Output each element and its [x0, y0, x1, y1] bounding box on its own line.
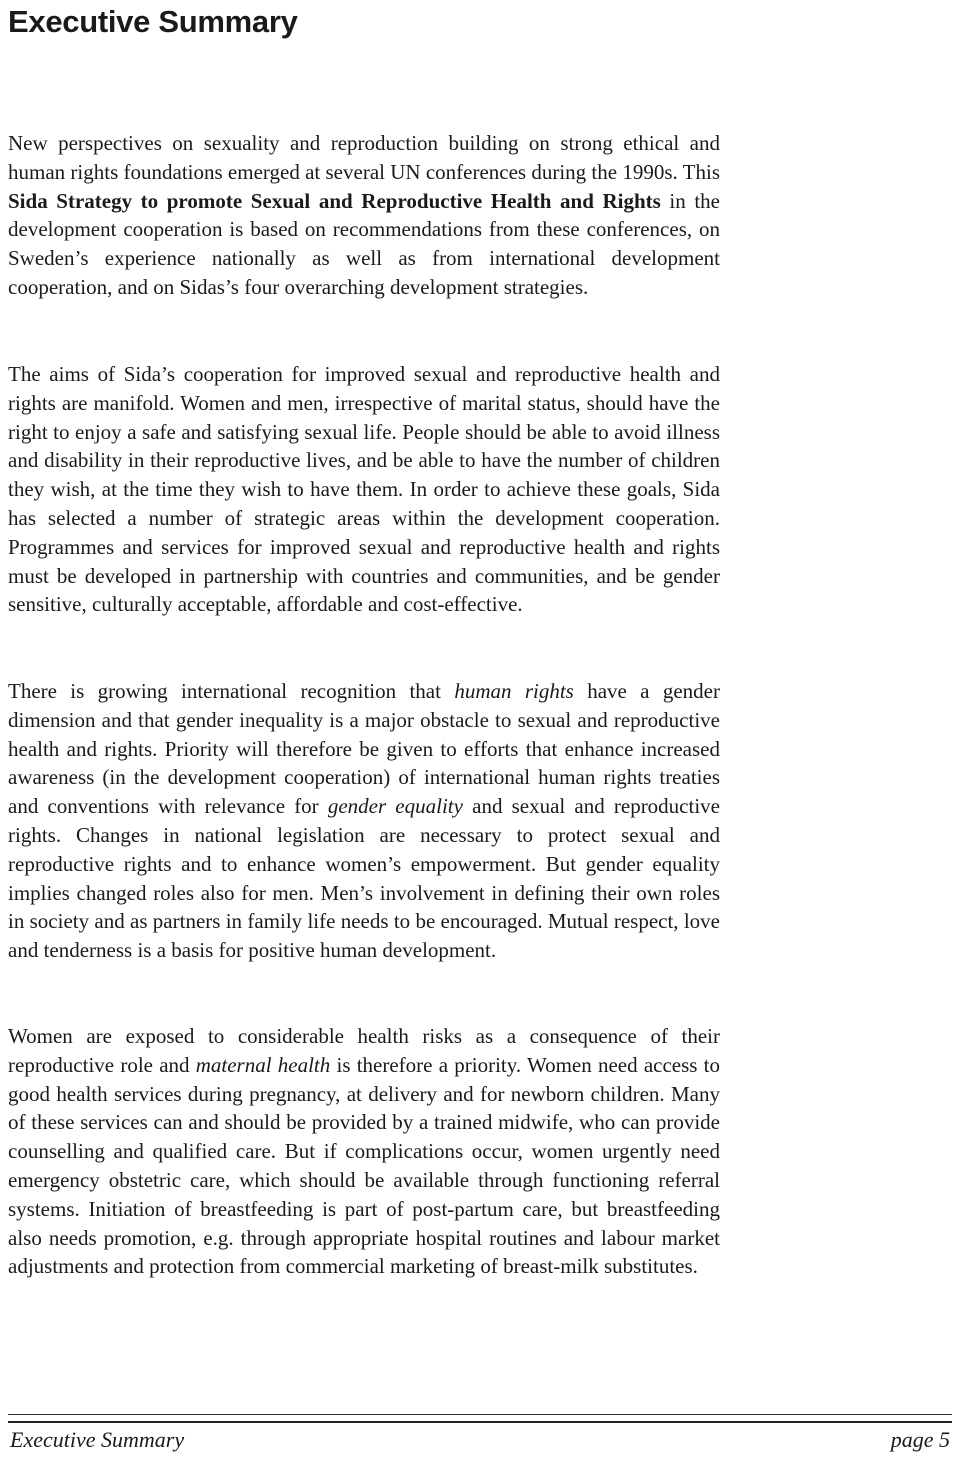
human-rights-italic: human rights — [454, 679, 574, 703]
footer-divider-thin — [8, 1414, 952, 1415]
paragraph-1-text-b: in the development cooperation is based on recommendations from these conferences, on Sweden’s experience nationally as well as from international development cooperation, and on Sidas’s four overarching development strategies. — [8, 188, 720, 299]
paragraph-2: The aims of Sida’s cooperation for improved sexual and reproductive health and rights are manifold. Women and men, irrespective of marital status, should have the right to enjoy a safe and satisfying sexual life. People should be able to avoid illness and disability in their reproductive lives, and be able to have the number of children they wish, at the time they wish to have them. In order to achieve these goals, Sida has selected a number of strategic areas within the development cooperation. Programmes and services for improved sexual and reproductive health and rights must be developed in partnership with countries and communities, and be gender sensitive, culturally acceptable, affordable and cost-effective. — [8, 362, 720, 617]
paragraph-1 — [8, 129, 720, 302]
gender-equality-italic: gender equality — [327, 794, 463, 819]
paragraph-3-text-b: have a gender dimension and that gender inequality is a major obstacle to sexual and reproductive health and rights. Priority will therefore be given to efforts that enhance increased awareness (in the development cooperation) of international human rights treaties and conventions with relevance for — [8, 679, 720, 819]
paragraph-1-text-a: New perspectives on sexuality and reproduction building on strong ethical and human rights foundations emerged at several UN conferences during the 1990s. This — [8, 131, 720, 184]
paragraph-4-text-b: is therefore a priority. Women need access to good health services during pregnancy, at delivery and for newborn children. Many of these services can and should be provided by a trained midwife, who can provide counselling and qualified care. But if complications occur, women urgently need emergency obstetric care, which should be available through functioning referral systems. Initiation of breastfeeding is part of post-partum care, but breastfeeding also needs promotion, e.g. through appropriate hospital routines and labour market adjustments and protection from commercial marketing of breast-milk substitutes. — [8, 1052, 720, 1279]
paragraph-3-text-a: There is growing international recognition that — [8, 679, 455, 703]
footer-section-title: Executive Summary — [10, 1427, 185, 1452]
footer-divider-thick — [8, 1421, 952, 1423]
strategy-title-bold: Sida Strategy to promote Sexual and Reproductive Health and Rights — [8, 188, 661, 213]
paragraph-3-text-c: and sexual and reproductive rights. Changes in national legislation are necessary to protect sexual and reproductive rights and to enhance women’s empowerment. But gender equality implies changed roles also for men. Men’s involvement in defining their own roles in society and as partners in family life needs to be encouraged. Mutual respect, love and tenderness is a basis for positive human development. — [8, 794, 720, 963]
page-title: Executive Summary — [8, 4, 298, 39]
paragraph-4 — [8, 1022, 720, 1281]
paragraph-4-text-a: Women are exposed to considerable health risks as a consequence of their reproductive role and — [8, 1024, 720, 1077]
paragraph-3 — [8, 677, 720, 965]
maternal-health-italic: maternal health — [195, 1052, 331, 1077]
footer-page-number: page 5 — [890, 1427, 950, 1452]
